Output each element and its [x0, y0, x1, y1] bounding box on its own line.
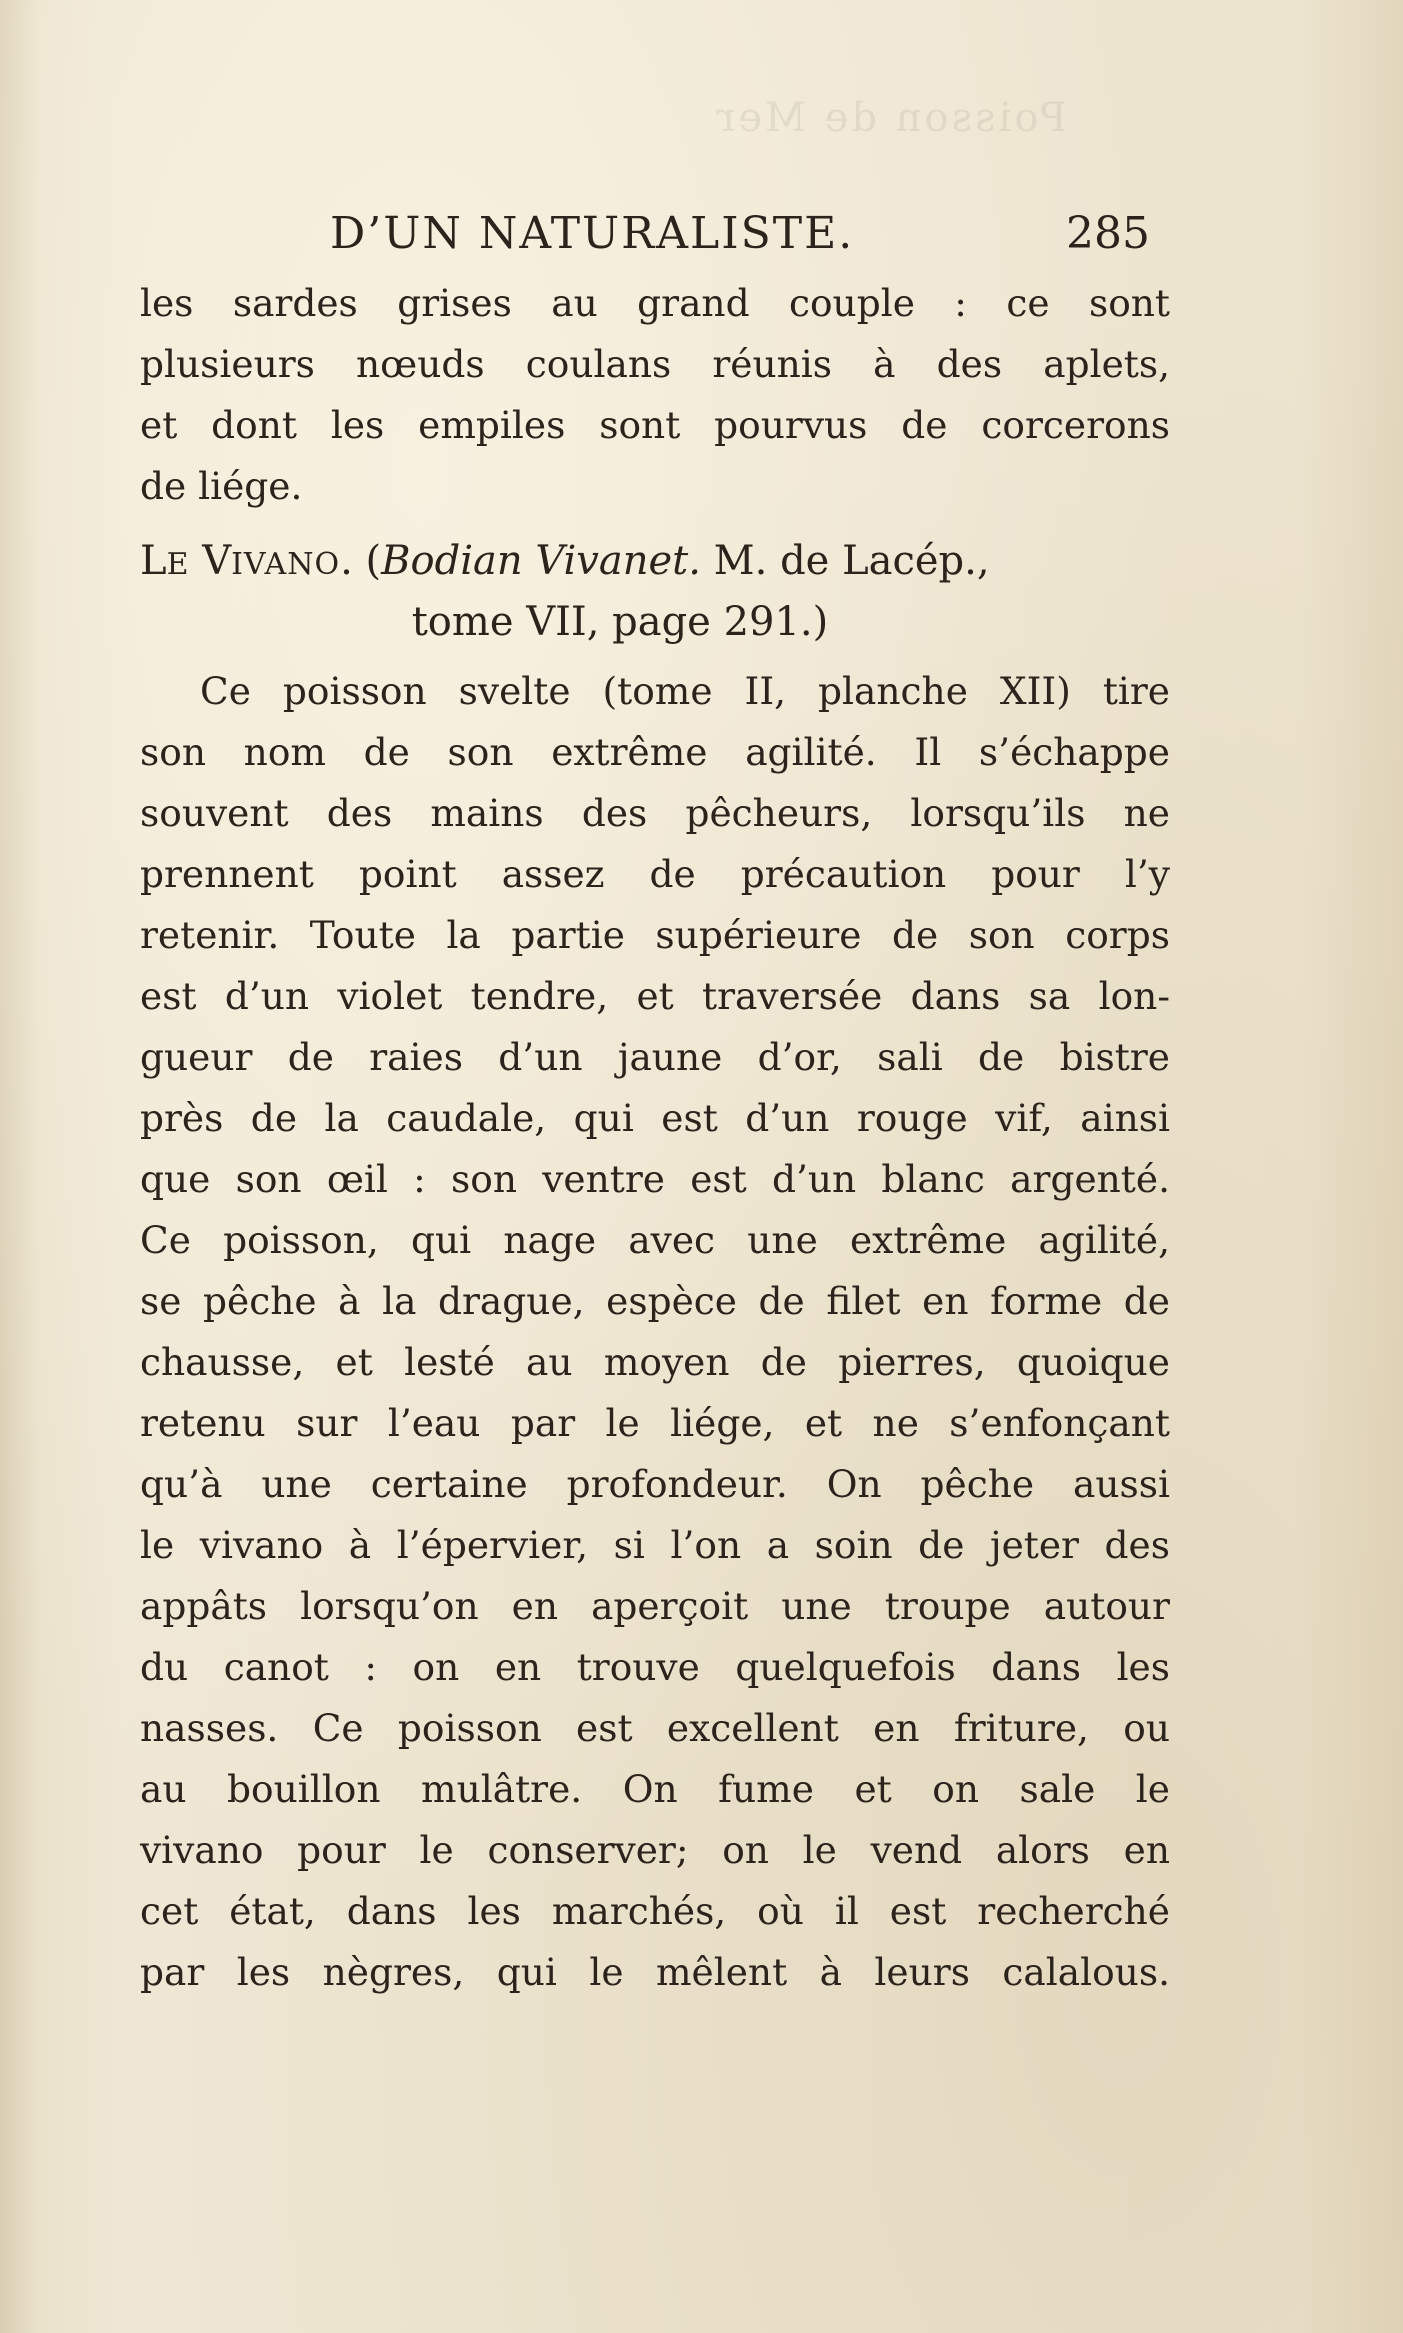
text-line: près de la caudale, qui est d’un rouge vif, ainsi	[140, 1096, 1170, 1140]
text-line: que son œil : son ventre est d’un blanc argenté.	[140, 1157, 1170, 1201]
page-number: 285	[1066, 208, 1150, 259]
paragraph-description	[140, 661, 1170, 2003]
text-line: de liége.	[140, 464, 303, 508]
text-line: Ce poisson, qui nage avec une extrême agilité,	[140, 1218, 1170, 1262]
entry-name-initial: V	[202, 538, 232, 584]
reference-author: M. de Lacép.,	[700, 538, 990, 584]
entry-name-smallcaps: IVANO	[231, 547, 341, 582]
entry-name-initial: L	[140, 538, 167, 584]
text-line: le vivano à l’épervier, si l’on a soin de jeter des	[140, 1523, 1170, 1567]
text-line: retenu sur l’eau par le liége, et ne s’enfonçant	[140, 1401, 1170, 1445]
bleed-through-text: Poisson de Mer	[713, 95, 1067, 141]
text-line: par les nègres, qui le mêlent à leurs calalous.	[140, 1950, 1170, 1994]
text-line: chausse, et lesté au moyen de pierres, quoique	[140, 1340, 1170, 1384]
entry-heading	[140, 531, 1170, 592]
entry-name-smallcaps: E	[166, 547, 190, 582]
species-name: Bodian Vivanet.	[381, 538, 701, 584]
text-line: nasses. Ce poisson est excellent en friture, ou	[140, 1706, 1170, 1750]
text-line: appâts lorsqu’on en aperçoit une troupe autour	[140, 1584, 1170, 1628]
text-line: souvent des mains des pêcheurs, lorsqu’ils ne	[140, 791, 1170, 835]
text-line: vivano pour le conserver; on le vend alors en	[140, 1828, 1170, 1872]
entry-name-period: .	[340, 538, 353, 584]
reference-open-paren: (	[352, 538, 382, 584]
text-line: cet état, dans les marchés, où il est recherché	[140, 1889, 1170, 1933]
text-line: gueur de raies d’un jaune d’or, sali de bistre	[140, 1035, 1170, 1079]
text-line: son nom de son extrême agilité. Il s’échappe	[140, 730, 1170, 774]
entry-heading-block	[140, 531, 1170, 653]
text-line: les sardes grises au grand couple : ce sont	[140, 281, 1170, 325]
text-line: retenir. Toute la partie supérieure de son corps	[140, 913, 1170, 957]
text-line: du canot : on en trouve quelquefois dans les	[140, 1645, 1170, 1689]
page-header	[320, 208, 1150, 268]
running-title: D’UN NATURALISTE.	[330, 208, 855, 259]
text-line: prennent point assez de précaution pour l’y	[140, 852, 1170, 896]
text-line: Ce poisson svelte (tome II, planche XII) tire	[200, 669, 1170, 713]
text-line: se pêche à la drague, espèce de filet en forme de	[140, 1279, 1170, 1323]
text-line: et dont les empiles sont pourvus de corcerons	[140, 403, 1170, 447]
text-line: qu’à une certaine profondeur. On pêche aussi	[140, 1462, 1170, 1506]
reference-volume: tome VII, page 291.)	[411, 599, 829, 645]
text-line: est d’un violet tendre, et traversée dans sa lon-	[140, 974, 1170, 1018]
text-line: au bouillon mulâtre. On fume et on sale le	[140, 1767, 1170, 1811]
paragraph-continuation	[140, 273, 1170, 517]
body-text	[140, 273, 1170, 2003]
text-line: plusieurs nœuds coulans réunis à des aplets,	[140, 342, 1170, 386]
